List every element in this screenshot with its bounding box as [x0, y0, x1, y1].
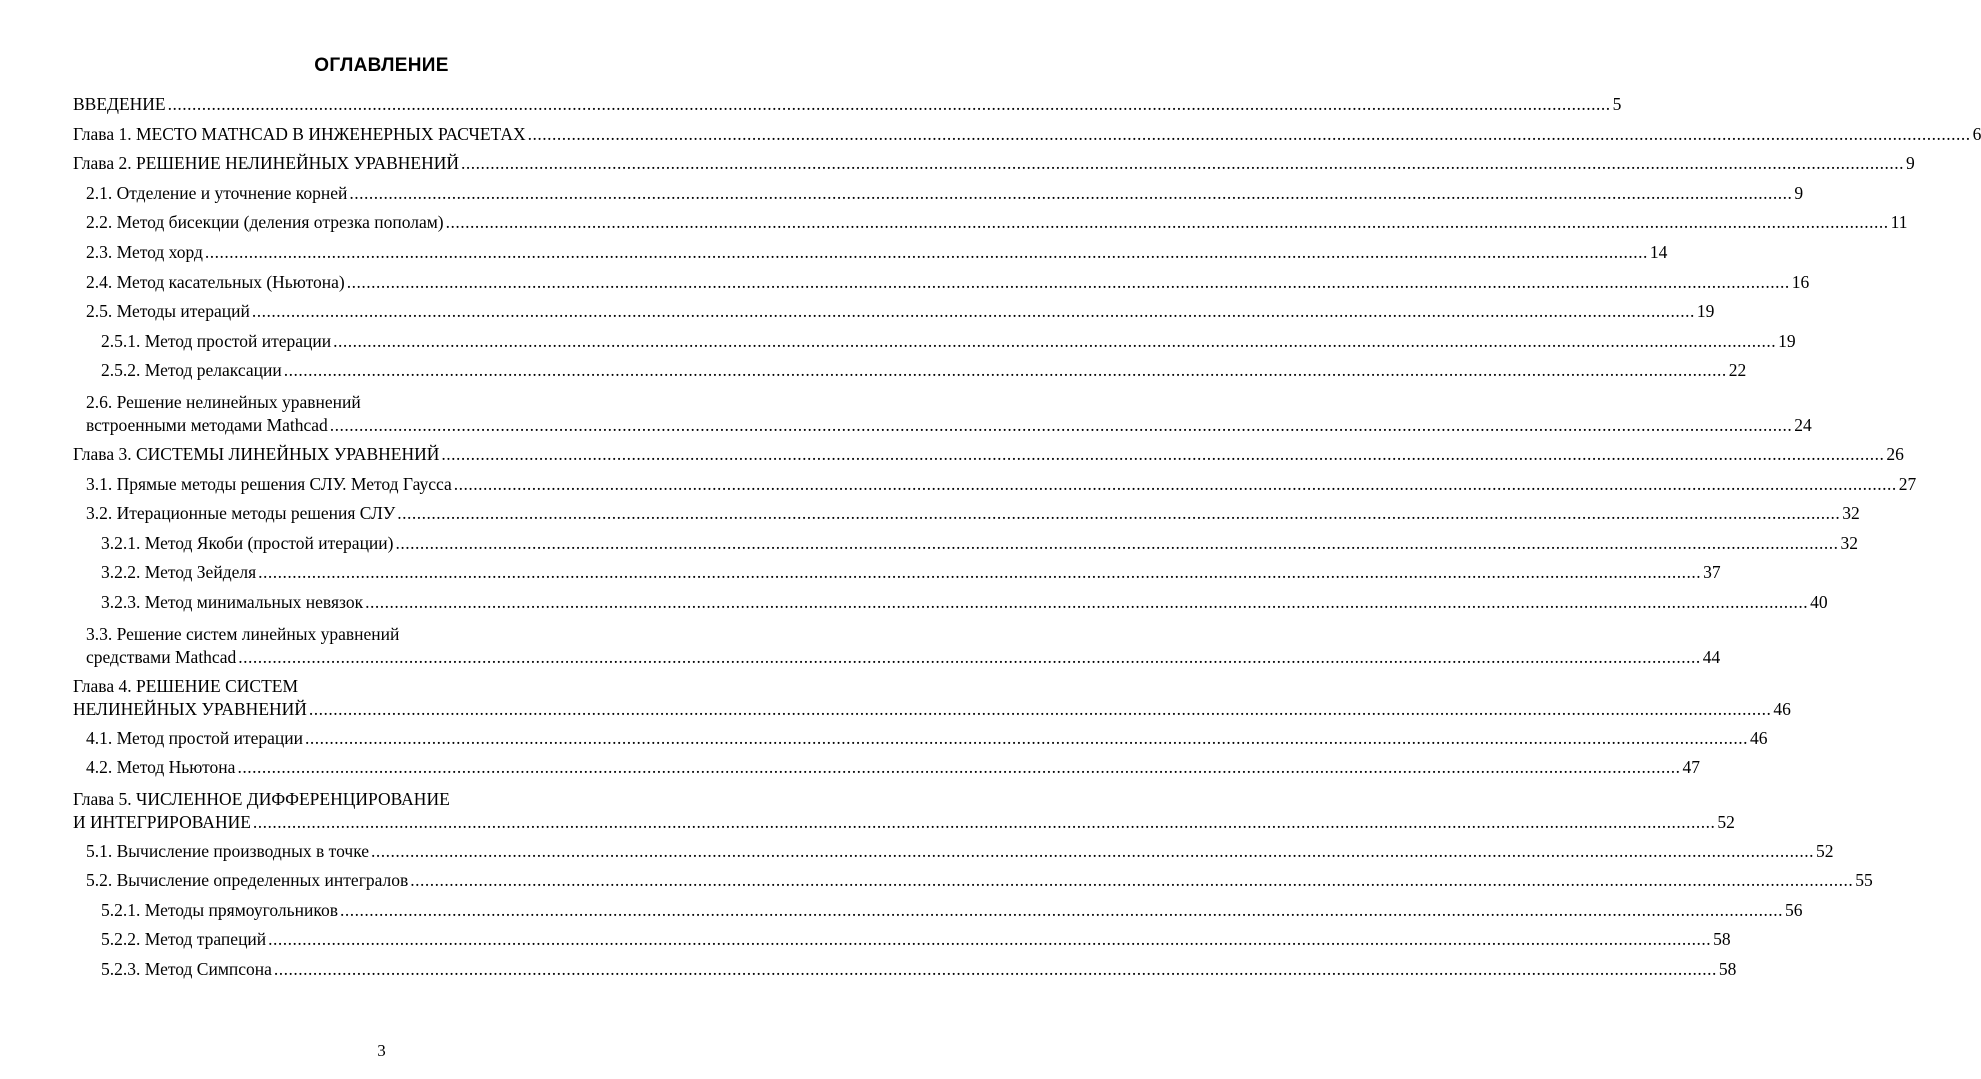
toc-entry-title: 5.2. Вычисление определенных интегралов: [86, 870, 409, 891]
toc-entry[interactable]: [73, 182, 1804, 212]
page-number: 3: [377, 1041, 386, 1060]
toc-dot-leader: [371, 840, 1814, 863]
toc-page-number: 40: [1810, 591, 1828, 612]
toc-page-number: 37: [1703, 562, 1721, 583]
toc-entry[interactable]: [73, 473, 1917, 503]
toc-entry[interactable]: [73, 211, 1908, 241]
toc-entry-title: 3.2.3. Метод минимальных невязок: [101, 591, 364, 612]
toc-entry-title-line1: 3.3. Решение систем линейных уравнений: [86, 623, 400, 644]
toc-dot-leader: [258, 561, 1701, 584]
toc-page-number: 52: [1717, 811, 1735, 832]
toc-entry-title: 2.5.1. Метод простой итерации: [101, 330, 332, 351]
toc-dot-leader: [446, 211, 1889, 234]
toc-dot-leader: [284, 359, 1727, 382]
toc-entry-title: 5.2.3. Метод Симпсона: [101, 959, 272, 980]
toc-dot-leader: [168, 93, 1611, 116]
toc-entry[interactable]: [73, 727, 1768, 757]
toc-dot-leader: ............................................................................................................................................................................................................................................................................................................: [329, 414, 1793, 435]
toc-page-number: 22: [1728, 360, 1747, 381]
toc-page-number: 44: [1702, 646, 1721, 667]
toc-dot-leader: [205, 241, 1648, 264]
toc-dot-leader: [347, 271, 1790, 294]
toc-dot-leader: [461, 152, 1904, 175]
page-title: ОГЛАВЛЕНИЕ: [314, 55, 449, 76]
toc-entry-title: 5.1. Вычисление производных в точке: [86, 840, 370, 861]
toc-dot-leader: [528, 123, 1971, 146]
toc-entry-title-line2: средствами Mathcad: [86, 646, 237, 667]
toc-dot-leader: [454, 473, 1897, 496]
toc-entry-title: Глава 2. РЕШЕНИЕ НЕЛИНЕЙНЫХ УРАВНЕНИЙ: [73, 153, 459, 174]
toc-entry[interactable]: [73, 123, 1981, 153]
toc-page-number: 6: [1972, 123, 1981, 144]
toc-entry-title: 3.2.2. Метод Зейделя: [101, 562, 257, 583]
toc-entry-title: 2.4. Метод касательных (Ньютона): [86, 271, 345, 292]
toc-entry[interactable]: [73, 391, 1812, 437]
toc-entry-last-line: [73, 811, 1735, 834]
toc-entry[interactable]: [73, 756, 1700, 786]
toc-entry[interactable]: [73, 899, 1803, 929]
toc-dot-leader: [252, 300, 1695, 323]
toc-page-number: 46: [1773, 698, 1791, 719]
toc-entry-last-line: [73, 698, 1791, 721]
toc-entry[interactable]: [73, 840, 1834, 870]
toc-entry-title: ВВЕДЕНИЕ: [73, 94, 166, 114]
toc-dot-leader: ............................................................................................................................................................................................................................................................................................................: [238, 646, 1701, 667]
toc-entry[interactable]: [73, 300, 1715, 330]
toc-entry[interactable]: [73, 928, 1731, 958]
toc-entry[interactable]: [73, 330, 1796, 360]
toc-entry-title-line1: Глава 5. ЧИСЛЕННОЕ ДИФФЕРЕНЦИРОВАНИЕ: [73, 788, 450, 809]
toc-page-number: 32: [1840, 532, 1858, 553]
toc-entry[interactable]: [73, 93, 1622, 123]
toc-page-number: 14: [1649, 241, 1668, 262]
toc-entry[interactable]: [73, 675, 1791, 721]
toc-page-number: 16: [1791, 271, 1810, 292]
toc-entry[interactable]: [73, 271, 1810, 301]
toc-entry-title: 5.2.1. Методы прямоугольников: [101, 899, 338, 920]
toc-entry[interactable]: [73, 359, 1747, 389]
toc-entry-title: 3.1. Прямые методы решения СЛУ. Метод Гаусса: [86, 473, 452, 494]
toc-page-number: 47: [1682, 757, 1700, 778]
toc-entry[interactable]: [73, 152, 1915, 182]
toc-entry-last-line: [86, 414, 1812, 437]
toc-entry-title: 4.2. Метод Ньютона: [86, 757, 236, 778]
toc-dot-leader: ............................................................................................................................................................................................................................................................................................................: [308, 698, 1772, 719]
toc-entry-title: 3.2. Итерационные методы решения СЛУ: [86, 503, 396, 524]
toc-page-number: 9: [1906, 153, 1915, 174]
toc-entry[interactable]: [73, 788, 1735, 834]
toc-entry[interactable]: [73, 502, 1860, 532]
toc-page-number: 5: [1612, 94, 1622, 114]
toc-dot-leader: [237, 756, 1680, 779]
toc-entry-title: 2.3. Метод хорд: [86, 241, 203, 262]
toc-entry-title: 4.1. Метод простой итерации: [86, 727, 304, 748]
toc-entry[interactable]: [73, 532, 1858, 562]
toc-dot-leader: [333, 330, 1776, 353]
toc-page-number: 32: [1842, 503, 1860, 524]
toc-entry-title: 5.2.2. Метод трапеций: [101, 929, 267, 950]
toc-entry-title-line2: встроенными методами Mathcad: [86, 414, 328, 435]
toc-dot-leader: [396, 532, 1839, 555]
toc-dot-leader: [410, 869, 1853, 892]
toc-entry[interactable]: [73, 591, 1828, 621]
toc-dot-leader: [397, 502, 1840, 525]
toc-page-number: 9: [1794, 182, 1804, 203]
toc-page-number: 46: [1750, 727, 1768, 748]
toc-page-number: 24: [1794, 414, 1812, 435]
toc-entry-title-line1: Глава 4. РЕШЕНИЕ СИСТЕМ: [73, 675, 299, 696]
toc-entry[interactable]: [73, 443, 1904, 473]
toc-entry-title: 3.2.1. Метод Якоби (простой итерации): [101, 532, 394, 553]
toc-page-number: 11: [1890, 212, 1908, 233]
toc-page-number: 52: [1816, 840, 1834, 861]
toc-dot-leader: [365, 591, 1808, 614]
toc-entry[interactable]: [73, 561, 1721, 591]
toc-page-number: 56: [1784, 899, 1803, 920]
toc-dot-leader: ............................................................................................................................................................................................................................................................................................................: [252, 811, 1716, 832]
table-of-contents: [73, 93, 1981, 988]
toc-entry-title: Глава 1. МЕСТО MATHCAD В ИНЖЕНЕРНЫХ РАСЧЕТАХ: [73, 123, 526, 144]
toc-entry-title-line2: И ИНТЕГРИРОВАНИЕ: [73, 811, 251, 832]
toc-page-number: 19: [1696, 301, 1715, 322]
toc-entry-title-line1: 2.6. Решение нелинейных уравнений: [86, 391, 361, 412]
toc-entry[interactable]: [73, 869, 1873, 899]
toc-dot-leader: [340, 899, 1783, 922]
toc-entry[interactable]: [73, 958, 1737, 988]
toc-page-number: 26: [1886, 443, 1904, 464]
toc-page-number: 27: [1898, 473, 1917, 494]
toc-entry[interactable]: [73, 241, 1668, 271]
toc-dot-leader: [349, 182, 1792, 205]
toc-page-number: 19: [1778, 330, 1796, 351]
toc-entry-title: 2.5.2. Метод релаксации: [101, 360, 282, 381]
toc-dot-leader: [268, 928, 1711, 951]
toc-page-number: 58: [1713, 929, 1731, 950]
toc-entry-title-line2: НЕЛИНЕЙНЫХ УРАВНЕНИЙ: [73, 698, 307, 719]
toc-page-number: 55: [1855, 870, 1873, 891]
toc-dot-leader: [305, 727, 1748, 750]
toc-entry-title: 2.2. Метод бисекции (деления отрезка пополам): [86, 212, 444, 233]
toc-dot-leader: [441, 443, 1884, 466]
toc-entry-title: 2.1. Отделение и уточнение корней: [86, 182, 348, 203]
toc-dot-leader: [274, 958, 1717, 981]
toc-entry-title: 2.5. Методы итераций: [86, 301, 250, 322]
toc-page-number: 58: [1718, 959, 1737, 980]
toc-entry[interactable]: [73, 623, 1721, 669]
toc-entry-title: Глава 3. СИСТЕМЫ ЛИНЕЙНЫХ УРАВНЕНИЙ: [73, 443, 440, 464]
toc-entry-last-line: [86, 646, 1721, 669]
